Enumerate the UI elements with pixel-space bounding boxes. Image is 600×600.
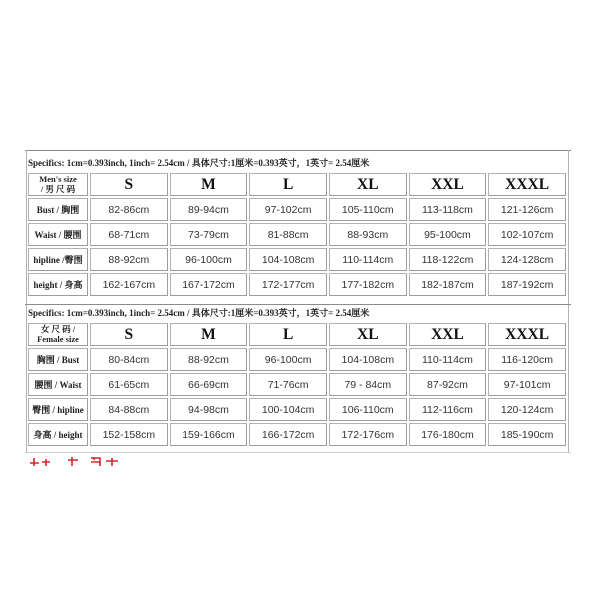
men-row-height — [28, 273, 566, 296]
women-size-table — [26, 321, 568, 448]
women-waist-xxl-cell: 87-92cm — [409, 373, 487, 396]
women-waist-l-cell: 71-76cm — [249, 373, 327, 396]
men-row-bust — [28, 198, 566, 221]
men-header-row — [28, 173, 566, 196]
men-hipline-xxl-cell: 118-122cm — [409, 248, 487, 271]
women-waist-m-cell: 66-69cm — [170, 373, 248, 396]
women-height-xxxl-cell: 185-190cm — [488, 423, 566, 446]
women-size-heading-xxl: XXL — [409, 323, 487, 346]
women-bust-xxxl-cell: 116-120cm — [488, 348, 566, 371]
men-hipline-xxxl-cell: 124-128cm — [488, 248, 566, 271]
women-waist-xxxl-cell: 97-101cm — [488, 373, 566, 396]
right-rule — [568, 150, 569, 452]
men-size-heading-xxl: XXL — [409, 173, 487, 196]
women-size-heading-line: 女 尺 码 / — [40, 324, 76, 334]
men-bust-m-cell: 89-94cm — [170, 198, 248, 221]
men-waist-xl-cell: 88-93cm — [329, 223, 407, 246]
women-header-row — [28, 323, 566, 346]
men-hipline-s-cell: 88-92cm — [90, 248, 168, 271]
women-hipline-l-cell: 100-104cm — [249, 398, 327, 421]
women-row-bust — [28, 348, 566, 371]
men-bust-s-cell: 82-86cm — [90, 198, 168, 221]
men-size-heading-s: S — [90, 173, 168, 196]
men-row-label-hipline: hipline /臀围 — [28, 248, 88, 271]
women-size-heading-s: S — [90, 323, 168, 346]
men-row-waist — [28, 223, 566, 246]
women-size-heading-xxxl: XXXL — [488, 323, 566, 346]
men-size-heading-xl: XL — [329, 173, 407, 196]
women-hipline-xxxl-cell: 120-124cm — [488, 398, 566, 421]
men-height-xl-cell: 177-182cm — [329, 273, 407, 296]
women-row-height — [28, 423, 566, 446]
women-height-l-cell: 166-172cm — [249, 423, 327, 446]
men-bust-xxl-cell: 113-118cm — [409, 198, 487, 221]
women-height-m-cell: 159-166cm — [170, 423, 248, 446]
women-waist-s-cell: 61-65cm — [90, 373, 168, 396]
men-height-xxxl-cell: 187-192cm — [488, 273, 566, 296]
men-row-label-waist: Waist / 腰围 — [28, 223, 88, 246]
red-text-fragment-strokes — [30, 457, 118, 466]
men-height-xxl-cell: 182-187cm — [409, 273, 487, 296]
women-hipline-xl-cell: 106-110cm — [329, 398, 407, 421]
women-height-xxl-cell: 176-180cm — [409, 423, 487, 446]
men-size-heading-line: / 男 尺 码 — [40, 183, 76, 194]
men-size-table-body — [28, 173, 566, 296]
men-specifics-note: Specifics: 1cm=0.393inch, 1inch= 2.54cm / 具体尺寸:1厘米=0.393英寸，1英寸= 2.54厘米 — [28, 158, 370, 168]
women-row-hipline — [28, 398, 566, 421]
men-bust-xxxl-cell: 121-126cm — [488, 198, 566, 221]
men-hipline-m-cell: 96-100cm — [170, 248, 248, 271]
women-row-label-hipline: 臀围 / hipline — [28, 398, 88, 421]
bottom-rule — [25, 452, 571, 453]
men-bust-xl-cell: 105-110cm — [329, 198, 407, 221]
men-bust-l-cell: 97-102cm — [249, 198, 327, 221]
women-size-heading — [28, 323, 88, 346]
women-bust-l-cell: 96-100cm — [249, 348, 327, 371]
women-hipline-m-cell: 94-98cm — [170, 398, 248, 421]
men-waist-s-cell: 68-71cm — [90, 223, 168, 246]
men-size-heading-m: M — [170, 173, 248, 196]
women-row-label-waist: 腰围 / Waist — [28, 373, 88, 396]
men-size-section — [26, 157, 568, 298]
men-waist-xxl-cell: 95-100cm — [409, 223, 487, 246]
men-row-hipline — [28, 248, 566, 271]
men-waist-l-cell: 81-88cm — [249, 223, 327, 246]
women-bust-xxl-cell: 110-114cm — [409, 348, 487, 371]
men-size-heading-xxxl: XXXL — [488, 173, 566, 196]
men-size-table — [26, 171, 568, 298]
section-divider-rule — [25, 304, 571, 305]
men-row-label-height: height / 身高 — [28, 273, 88, 296]
women-size-heading-m: M — [170, 323, 248, 346]
men-waist-xxxl-cell: 102-107cm — [488, 223, 566, 246]
women-size-section — [26, 307, 568, 448]
women-size-heading-l: L — [249, 323, 327, 346]
women-bust-m-cell: 88-92cm — [170, 348, 248, 371]
men-height-m-cell: 167-172cm — [170, 273, 248, 296]
women-row-label-bust: 胸围 / Bust — [28, 348, 88, 371]
women-specifics-note: Specifics: 1cm=0.393inch, 1inch= 2.54cm / 具体尺寸:1厘米=0.393英寸，1英寸= 2.54厘米 — [28, 308, 370, 318]
women-row-waist — [28, 373, 566, 396]
women-bust-s-cell: 80-84cm — [90, 348, 168, 371]
women-row-label-height: 身高 / height — [28, 423, 88, 446]
top-rule — [25, 150, 571, 151]
women-height-xl-cell: 172-176cm — [329, 423, 407, 446]
red-text-fragment — [28, 456, 120, 467]
women-height-s-cell: 152-158cm — [90, 423, 168, 446]
men-height-l-cell: 172-177cm — [249, 273, 327, 296]
women-bust-xl-cell: 104-108cm — [329, 348, 407, 371]
women-hipline-xxl-cell: 112-116cm — [409, 398, 487, 421]
men-row-label-bust: Bust / 胸围 — [28, 198, 88, 221]
men-size-heading — [28, 173, 88, 196]
men-size-heading-line: Men's size — [39, 174, 77, 184]
women-waist-xl-cell: 79 - 84cm — [329, 373, 407, 396]
men-waist-m-cell: 73-79cm — [170, 223, 248, 246]
men-hipline-xl-cell: 110-114cm — [329, 248, 407, 271]
women-size-heading-line: Female size — [37, 333, 79, 344]
women-hipline-s-cell: 84-88cm — [90, 398, 168, 421]
men-hipline-l-cell: 104-108cm — [249, 248, 327, 271]
men-height-s-cell: 162-167cm — [90, 273, 168, 296]
men-size-heading-l: L — [249, 173, 327, 196]
women-size-table-body — [28, 323, 566, 446]
women-size-heading-xl: XL — [329, 323, 407, 346]
